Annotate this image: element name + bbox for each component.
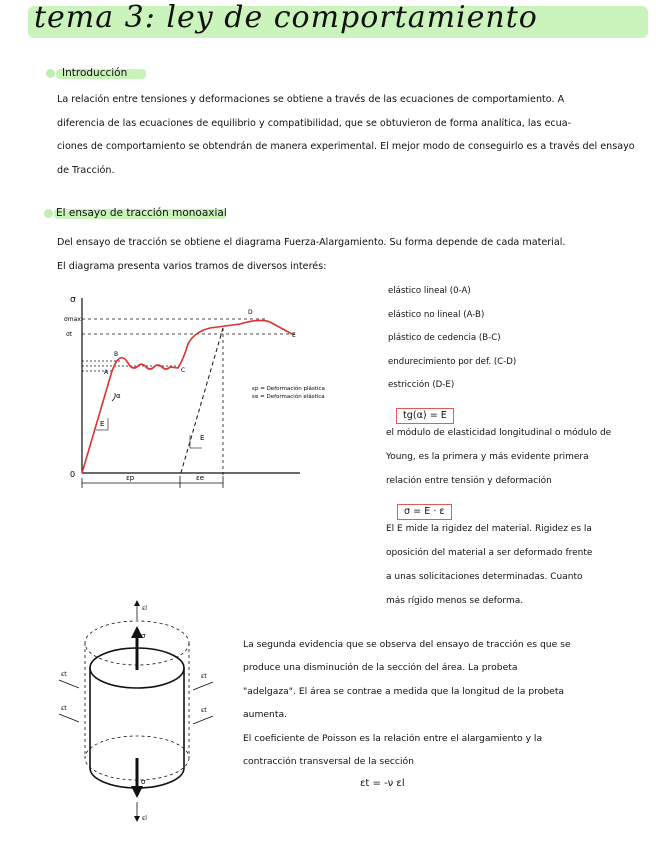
e-slope-label: E [100, 420, 105, 428]
rigidez-line: El E mide la rigidez del material. Rigidez es la [386, 524, 592, 534]
ensayo-line: Del ensayo de tracción se obtiene el diagrama Fuerza-Alargamiento. Su forma depende de cada material. [57, 237, 566, 248]
tramo-item: endurecimiento por def. (C-D) [388, 356, 517, 367]
rigidez-paragraph [386, 517, 652, 613]
et-arrow [59, 714, 79, 722]
point-a-label: A [104, 369, 109, 376]
tramo-item: plástico de cedencia (B-C) [388, 333, 501, 344]
intro-line: ciones de comportamiento se obtendrán de manera experimental. El mejor modo de conseguirlo es a través del ensayo [57, 141, 635, 152]
el-arrow-head [134, 816, 140, 822]
ensayo-line: El diagrama presenta varios tramos de diversos interés: [57, 260, 327, 272]
stress-strain-diagram [60, 288, 370, 503]
formula-tg-alpha: tg(α) = E [396, 403, 454, 424]
point-c-label: C [181, 367, 186, 374]
rigidez-line: oposición del material a ser deformado frente [386, 548, 593, 558]
modulo-line: el módulo de elasticidad longitudinal o módulo de [386, 428, 612, 438]
smax-label: σmax [64, 316, 81, 323]
poisson-line: aumenta. [243, 709, 288, 721]
point-e-label: E [292, 332, 296, 339]
intro-heading: Introducción [62, 67, 127, 79]
probeta-diagram [55, 598, 220, 828]
rigidez-line: a unas solicitaciones determinadas. Cuanto [386, 572, 583, 582]
sd-label: σt [66, 331, 73, 338]
intro-line: La relación entre tensiones y deformaciones se obtiene a través de las ecuaciones de comportamiento. A [57, 94, 565, 105]
legend-plastic: εp = Deformación plástica [252, 386, 325, 392]
modulo-paragraph [386, 421, 652, 493]
legend-elastic: εe = Deformación elástica [252, 394, 325, 400]
origin-label: 0 [70, 470, 76, 479]
tramo-item: estricción (D-E) [388, 380, 455, 391]
ep-label: εp [126, 474, 135, 482]
et-arrow [59, 680, 79, 688]
poisson-line: "adelgaza". El área se contrae a medida que la longitud de la probeta [243, 685, 565, 697]
intro-line: de Tracción. [57, 164, 115, 176]
poisson-line: contracción transversal de la sección [243, 756, 414, 768]
et-arrow [193, 716, 213, 724]
e-unload-label: E [200, 434, 205, 442]
point-d-label: D [248, 309, 253, 316]
poisson-paragraph [243, 633, 653, 773]
tramo-item: elástico lineal (0-A) [388, 286, 471, 296]
formula-poisson: εt = -ν εl [360, 778, 405, 789]
poisson-line: El coeficiente de Poisson es la relación entre el alargamiento y la [243, 732, 543, 744]
et-label: εt [201, 707, 207, 714]
poisson-line: produce una disminución de la sección del área. La probeta [243, 662, 518, 674]
alpha-label: α [116, 392, 121, 400]
sigma-axis-label: σ [70, 295, 76, 305]
et-label: εt [61, 705, 67, 712]
rigidez-line: más rígido menos se deforma. [386, 596, 524, 606]
el-top-label: εl [142, 605, 147, 612]
ee-label: εe [196, 474, 205, 482]
arrow-head-down [131, 786, 143, 798]
et-arrow [193, 682, 213, 690]
intro-line: diferencia de las ecuaciones de equilibrio y compatibilidad, que se obtuvieron de forma analítica, las ecua- [57, 117, 572, 129]
el-arrow-head [134, 600, 140, 606]
sigma-top-label: σ [141, 632, 146, 640]
alpha-arc [112, 393, 115, 401]
title-banner [0, 0, 656, 52]
bullet-dot [46, 69, 55, 78]
page-title: tema 3: ley de comportamiento [34, 0, 538, 35]
poisson-line: La segunda evidencia que se observa del ensayo de tracción es que se [243, 639, 571, 650]
ensayo-heading: El ensayo de tracción monoaxial [56, 207, 227, 219]
tramo-item: elástico no lineal (A-B) [388, 309, 485, 320]
sigma-bottom-label: σ [141, 778, 146, 786]
modulo-line: Young, es la primera y más evidente primera [386, 452, 589, 462]
formula-hooke: σ = E · ε [397, 499, 452, 520]
ensayo-paragraph [57, 231, 653, 278]
et-label: εt [61, 671, 67, 678]
el-bottom-label: εl [142, 815, 147, 822]
intro-paragraph [57, 88, 653, 182]
et-label: εt [201, 673, 207, 680]
bullet-dot [44, 209, 53, 218]
modulo-line: relación entre tensión y deformación [386, 476, 552, 486]
tramos-list [388, 280, 648, 398]
point-b-label: B [114, 351, 119, 358]
